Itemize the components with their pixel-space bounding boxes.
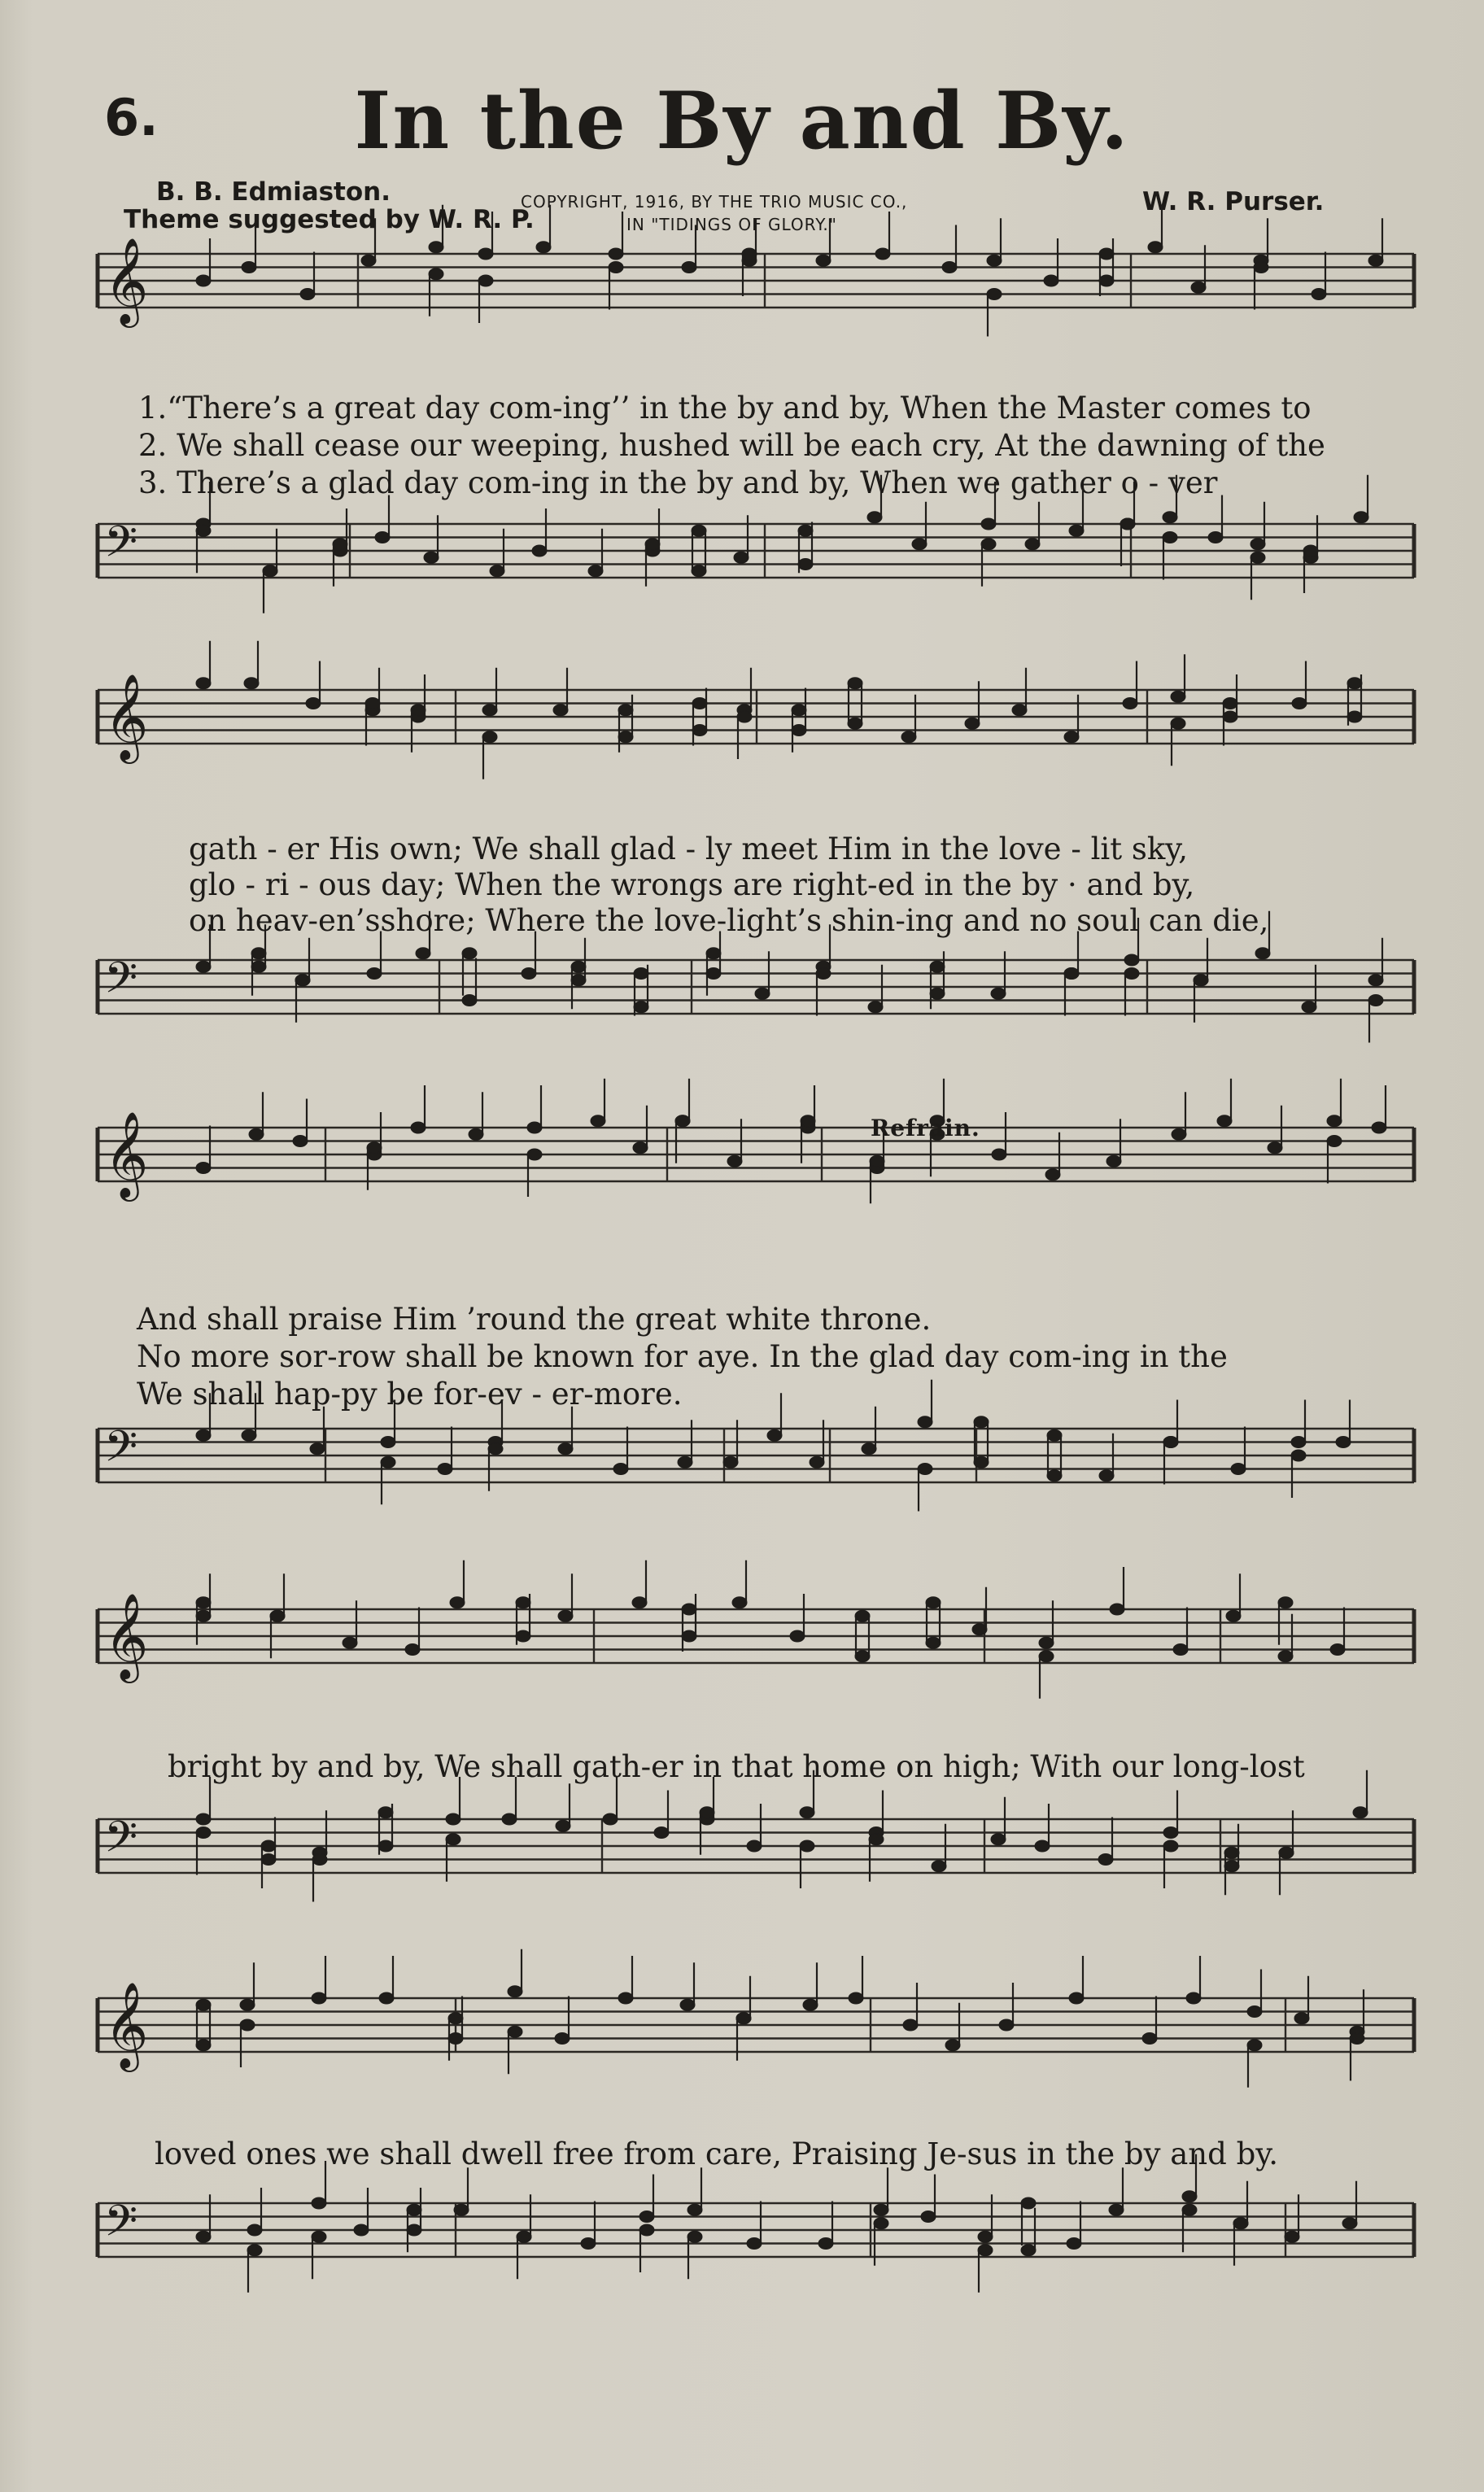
hymn-title: In the By and By. — [354, 75, 1130, 167]
lyric-line-1-2: 2. We shall cease our weeping, hushed will be each cry, At the dawning of the — [138, 428, 1325, 463]
lyric-line-2-1: gath - er His own; We shall glad - ly meet Him in the love - lit sky, — [189, 831, 1189, 866]
lyric-line-4-1: bright by and by, We shall gath-er in that home on high; With our long-lost — [168, 1749, 1305, 1784]
hymn-number: 6. — [104, 88, 159, 147]
svg-text:𝄢: 𝄢 — [104, 1422, 138, 1482]
copyright-line-2: IN "TIDINGS OF GLORY." — [626, 215, 837, 234]
svg-text:𝄢: 𝄢 — [104, 517, 138, 578]
composer-credit: W. R. Purser. — [1142, 187, 1325, 216]
svg-text:𝄞: 𝄞 — [104, 1981, 149, 2068]
lyric-line-3-2: No more sor-row shall be known for aye. In the glad day com-ing in the — [137, 1339, 1228, 1374]
svg-text:𝄞: 𝄞 — [104, 1592, 149, 1679]
svg-text:𝄢: 𝄢 — [104, 1813, 138, 1873]
lyricist-credit: B. B. Edmiaston. — [156, 177, 391, 207]
copyright-line-1: COPYRIGHT, 1916, BY THE TRIO MUSIC CO., — [521, 192, 908, 212]
lyric-line-3-1: And shall praise Him ’round the great white throne. — [137, 1302, 932, 1337]
svg-text:𝄞: 𝄞 — [104, 237, 149, 324]
svg-text:𝄞: 𝄞 — [104, 1111, 149, 1198]
lyric-line-1-1: 1.“There’s a great day com-ing’’ in the by and by, When the Master comes to — [138, 391, 1312, 426]
lyric-line-3-3: We shall hap-py be for-ev - er-more. — [137, 1377, 683, 1412]
svg-text:𝄢: 𝄢 — [104, 2197, 138, 2257]
refrain-label: Refrain. — [871, 1115, 980, 1141]
lyric-line-2-2: glo - ri - ous day; When the wrongs are right-ed in the by · and by, — [189, 867, 1195, 902]
lyric-line-5-1: loved ones we shall dwell free from care, Praising Je-sus in the by and by. — [155, 2136, 1279, 2171]
lyric-line-1-3: 3. There’s a glad day com-ing in the by and by, When we gather o - ver — [138, 465, 1218, 500]
theme-credit: Theme suggested by W. R. P. — [124, 205, 535, 234]
svg-text:𝄢: 𝄢 — [104, 954, 138, 1014]
svg-text:𝄞: 𝄞 — [104, 673, 149, 760]
lyric-line-2-3: on heav-en’sshore; Where the love-light’s shin-ing and no soul can die, — [189, 903, 1269, 938]
